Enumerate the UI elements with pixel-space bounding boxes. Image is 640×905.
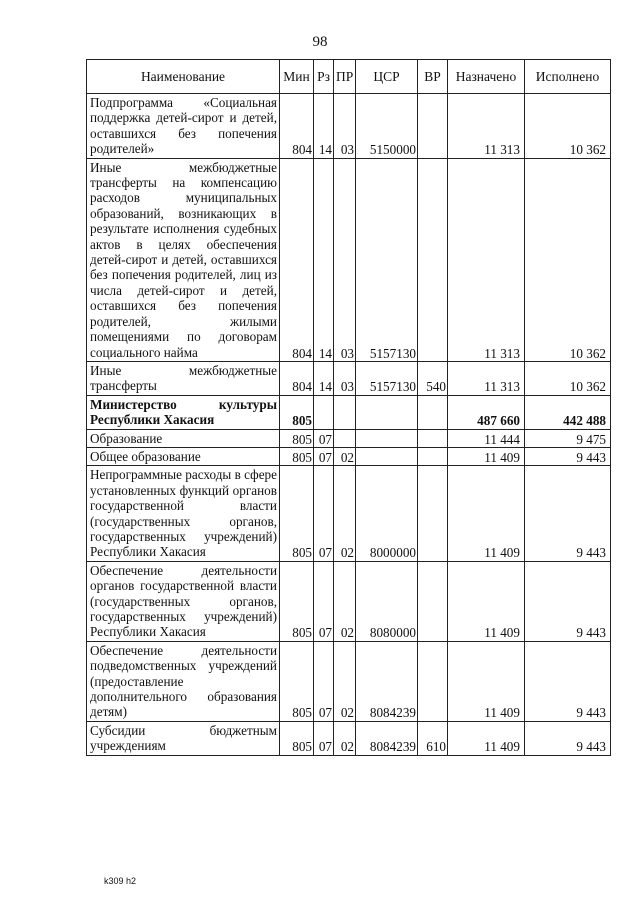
- row-assigned: 11 313: [448, 94, 525, 159]
- table-row: [87, 158, 611, 361]
- table-row: [87, 466, 611, 561]
- row-vr: [418, 395, 448, 429]
- row-rz: 07: [314, 447, 334, 465]
- row-csr: 5150000: [356, 94, 418, 159]
- row-pr: 02: [334, 466, 356, 561]
- row-assigned: 11 409: [448, 447, 525, 465]
- row-csr: [356, 447, 418, 465]
- row-vr: [418, 429, 448, 447]
- header-executed: Исполнено: [525, 60, 611, 94]
- table-row: [87, 361, 611, 395]
- row-executed: 9 443: [525, 447, 611, 465]
- row-csr: 8080000: [356, 561, 418, 641]
- row-executed: 9 443: [525, 466, 611, 561]
- row-executed: 9 443: [525, 561, 611, 641]
- row-assigned: 11 409: [448, 466, 525, 561]
- row-name: Обеспечение деятельности органов государственной власти (государственных органов, государственных учреждений) Республики Хакасия: [87, 561, 280, 641]
- row-pr: 02: [334, 721, 356, 755]
- table-row: [87, 641, 611, 721]
- row-name: Субсидии бюджетным учреждениям: [87, 721, 280, 755]
- row-pr: 02: [334, 641, 356, 721]
- row-name: Образование: [87, 429, 280, 447]
- header-rz: Рз: [314, 60, 334, 94]
- budget-table: [86, 59, 611, 756]
- header-min: Мин: [280, 60, 314, 94]
- row-vr: [418, 641, 448, 721]
- row-rz: 07: [314, 721, 334, 755]
- header-name: Наименование: [87, 60, 280, 94]
- row-csr: [356, 429, 418, 447]
- row-csr: 5157130: [356, 158, 418, 361]
- row-rz: 07: [314, 641, 334, 721]
- row-rz: 07: [314, 466, 334, 561]
- row-rz: 14: [314, 158, 334, 361]
- row-executed: 10 362: [525, 94, 611, 159]
- row-assigned: 11 409: [448, 721, 525, 755]
- row-min: 805: [280, 395, 314, 429]
- row-vr: [418, 94, 448, 159]
- table-header-row: [87, 60, 611, 94]
- row-name: Подпрограмма «Социальная поддержка детей-сирот и детей, оставшихся без попечения родителей»: [87, 94, 280, 159]
- row-assigned: 11 313: [448, 361, 525, 395]
- row-name: Иные межбюджетные трансферты: [87, 361, 280, 395]
- row-assigned: 11 313: [448, 158, 525, 361]
- row-name: Иные межбюджетные трансферты на компенсацию расходов муниципальных образований, возникающих в результате исполнения судебных актов в целях обеспечения детей-сирот и детей, оставшихся без попечения родителей, лиц из числа детей-сирот и детей, оставшихся без попечения родителей, жилыми помещениями по договорам социального найма: [87, 158, 280, 361]
- row-vr: 540: [418, 361, 448, 395]
- row-assigned: 487 660: [448, 395, 525, 429]
- row-min: 805: [280, 466, 314, 561]
- row-vr: 610: [418, 721, 448, 755]
- row-pr: 03: [334, 94, 356, 159]
- header-csr: ЦСР: [356, 60, 418, 94]
- row-executed: 442 488: [525, 395, 611, 429]
- row-min: 805: [280, 721, 314, 755]
- row-pr: [334, 429, 356, 447]
- row-rz: 14: [314, 361, 334, 395]
- row-assigned: 11 444: [448, 429, 525, 447]
- row-name: Общее образование: [87, 447, 280, 465]
- row-assigned: 11 409: [448, 641, 525, 721]
- row-min: 805: [280, 447, 314, 465]
- row-pr: [334, 395, 356, 429]
- footer-code: k309 h2: [104, 876, 137, 886]
- row-rz: 07: [314, 429, 334, 447]
- row-assigned: 11 409: [448, 561, 525, 641]
- row-csr: 5157130: [356, 361, 418, 395]
- table-row: [87, 721, 611, 755]
- row-executed: 9 443: [525, 721, 611, 755]
- header-vr: ВР: [418, 60, 448, 94]
- row-executed: 9 475: [525, 429, 611, 447]
- table-row: [87, 561, 611, 641]
- row-csr: 8000000: [356, 466, 418, 561]
- table-row-ministry: [87, 395, 611, 429]
- row-name: Министерство культуры Республики Хакасия: [87, 395, 280, 429]
- row-rz: 07: [314, 561, 334, 641]
- table-row: [87, 94, 611, 159]
- row-vr: [418, 466, 448, 561]
- row-executed: 9 443: [525, 641, 611, 721]
- row-csr: [356, 395, 418, 429]
- row-vr: [418, 447, 448, 465]
- table-row: [87, 447, 611, 465]
- row-min: 804: [280, 361, 314, 395]
- row-min: 805: [280, 641, 314, 721]
- row-name: Непрограммные расходы в сфере установленных функций органов государственной власти (государственных органов, государственных учреждений) Республики Хакасия: [87, 466, 280, 561]
- row-min: 804: [280, 94, 314, 159]
- row-csr: 8084239: [356, 641, 418, 721]
- row-name: Обеспечение деятельности подведомственных учреждений (предоставление дополнительного образования детям): [87, 641, 280, 721]
- row-csr: 8084239: [356, 721, 418, 755]
- row-executed: 10 362: [525, 361, 611, 395]
- row-min: 805: [280, 561, 314, 641]
- table-row: [87, 429, 611, 447]
- row-min: 805: [280, 429, 314, 447]
- row-vr: [418, 158, 448, 361]
- row-executed: 10 362: [525, 158, 611, 361]
- row-pr: 02: [334, 561, 356, 641]
- row-pr: 03: [334, 361, 356, 395]
- row-vr: [418, 561, 448, 641]
- row-pr: 03: [334, 158, 356, 361]
- header-pr: ПР: [334, 60, 356, 94]
- row-rz: [314, 395, 334, 429]
- row-rz: 14: [314, 94, 334, 159]
- row-min: 804: [280, 158, 314, 361]
- page-number: 98: [312, 34, 328, 50]
- row-pr: 02: [334, 447, 356, 465]
- header-assigned: Назначено: [448, 60, 525, 94]
